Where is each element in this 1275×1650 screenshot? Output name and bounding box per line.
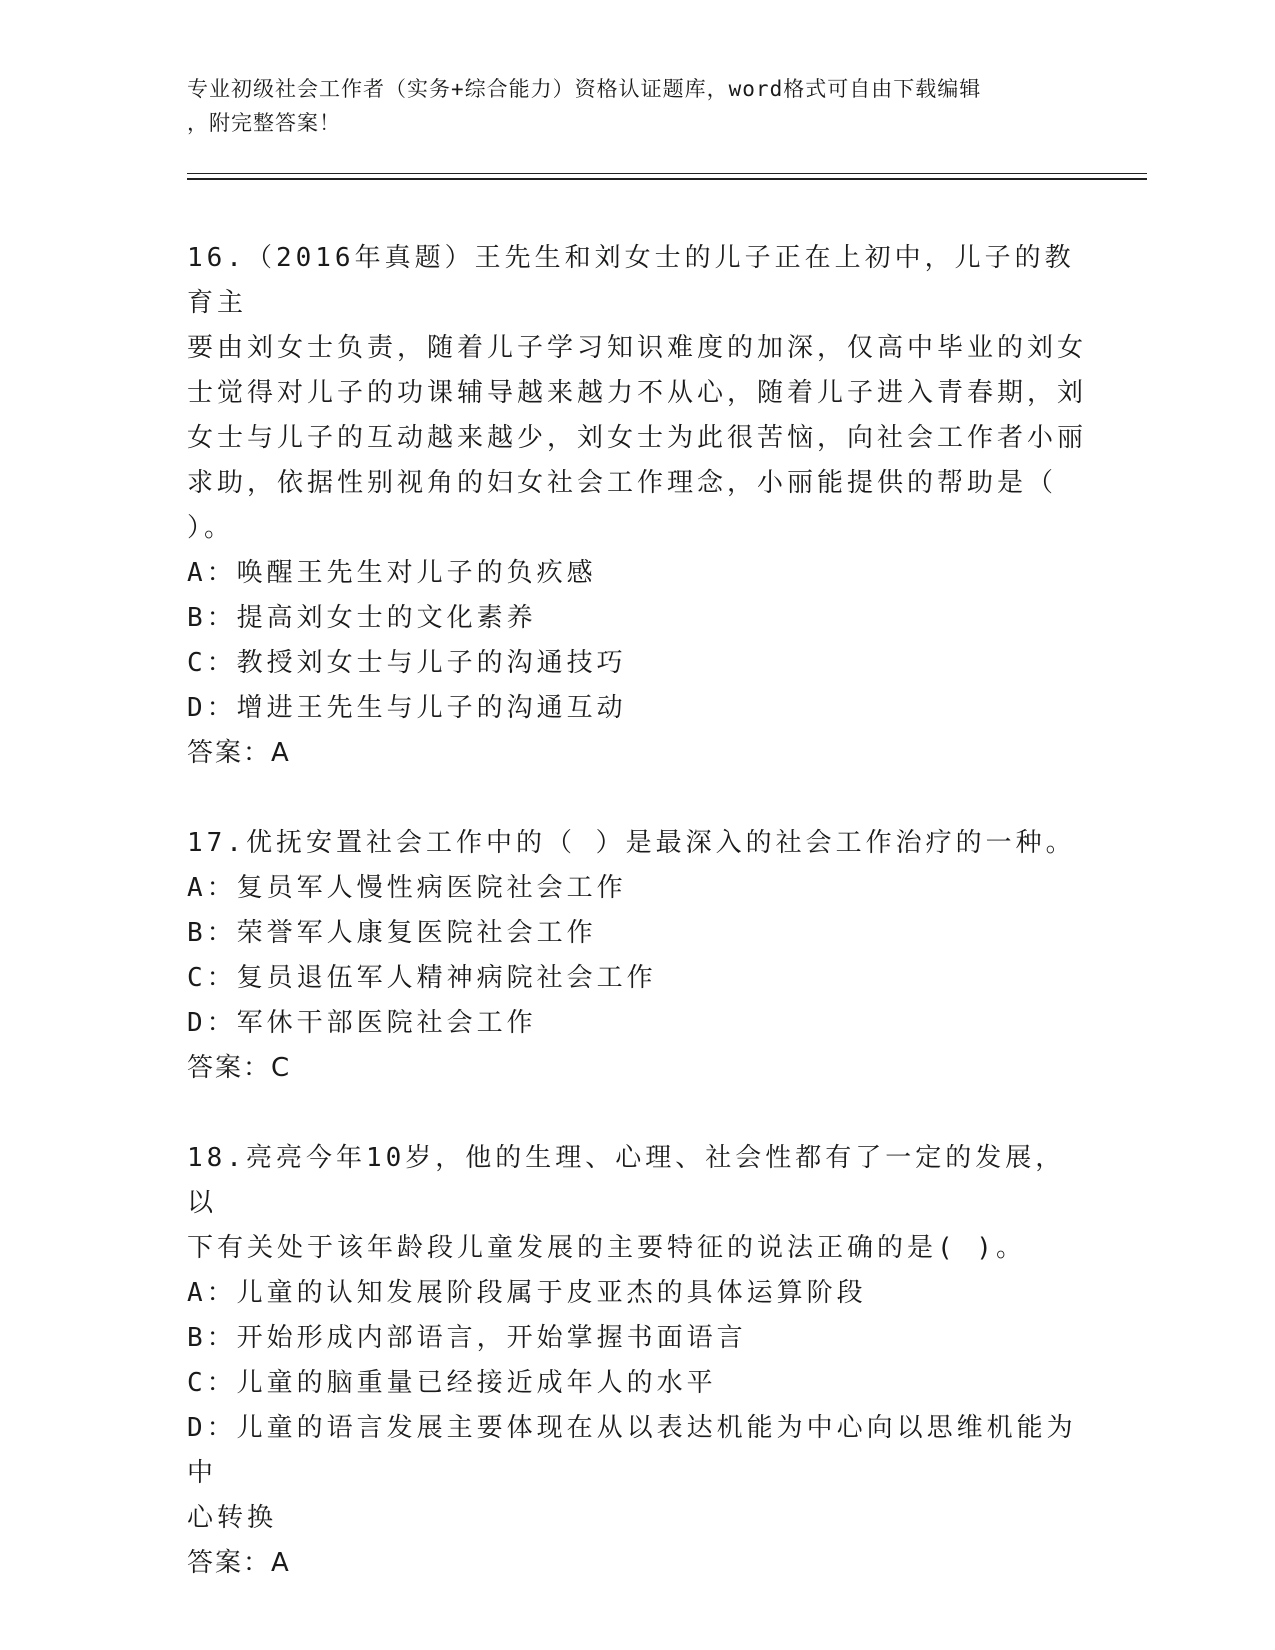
option-b: B：提高刘女士的文化素养 bbox=[187, 603, 537, 633]
question-stem-line: 下有关处于该年龄段儿童发展的主要特征的说法正确的是( )。 bbox=[187, 1233, 1026, 1263]
option-d: D：增进王先生与儿子的沟通互动 bbox=[187, 693, 627, 723]
option-c: C：教授刘女士与儿子的沟通技巧 bbox=[187, 648, 627, 678]
option-d: D：军休干部医院社会工作 bbox=[187, 1008, 537, 1038]
option-c: C：复员退伍军人精神病院社会工作 bbox=[187, 963, 657, 993]
option-b: B：开始形成内部语言，开始掌握书面语言 bbox=[187, 1323, 747, 1353]
header-line-2: ，附完整答案！ bbox=[187, 111, 341, 135]
document-header bbox=[187, 72, 1087, 140]
question-18 bbox=[187, 1136, 1087, 1586]
option-d-continuation: 心转换 bbox=[187, 1503, 278, 1533]
option-a: A：儿童的认知发展阶段属于皮亚杰的具体运算阶段 bbox=[187, 1278, 867, 1308]
option-a: A：复员军人慢性病医院社会工作 bbox=[187, 873, 627, 903]
question-stem-line: 求助，依据性别视角的妇女社会工作理念，小丽能提供的帮助是（ bbox=[187, 468, 1058, 498]
question-list bbox=[187, 236, 1087, 1586]
question-stem-line: 女士与儿子的互动越来越少，刘女士为此很苦恼，向社会工作者小丽 bbox=[187, 423, 1088, 453]
question-spacer bbox=[187, 776, 1087, 821]
question-stem-line: 要由刘女士负责，随着儿子学习知识难度的加深，仅高中毕业的刘女 bbox=[187, 333, 1088, 363]
question-stem-line: 士觉得对儿子的功课辅导越来越力不从心，随着儿子进入青春期，刘 bbox=[187, 378, 1088, 408]
header-line-1: 专业初级社会工作者（实务+综合能力）资格认证题库，word格式可自由下载编辑 bbox=[187, 77, 982, 101]
option-b: B：荣誉军人康复医院社会工作 bbox=[187, 918, 597, 948]
question-stem-line: ）。 bbox=[187, 513, 235, 543]
answer-label: 答案：A bbox=[187, 738, 291, 768]
option-c: C：儿童的脑重量已经接近成年人的水平 bbox=[187, 1368, 717, 1398]
question-spacer bbox=[187, 1091, 1087, 1136]
option-d: D：儿童的语言发展主要体现在从以表达机能为中心向以思维机能为中 bbox=[187, 1413, 1077, 1488]
question-stem-line: 17.优抚安置社会工作中的（ ）是最深入的社会工作治疗的一种。 bbox=[187, 828, 1076, 858]
question-17 bbox=[187, 821, 1087, 1091]
header-divider-thin bbox=[187, 173, 1147, 174]
question-stem-line: 18.亮亮今年10岁，他的生理、心理、社会性都有了一定的发展，以 bbox=[187, 1143, 1066, 1218]
answer-label: 答案：A bbox=[187, 1548, 291, 1578]
header-divider-thick bbox=[187, 178, 1147, 180]
question-stem-line: 16.（2016年真题）王先生和刘女士的儿子正在上初中，儿子的教育主 bbox=[187, 243, 1075, 318]
question-16 bbox=[187, 236, 1087, 776]
answer-label: 答案：C bbox=[187, 1053, 292, 1083]
option-a: A：唤醒王先生对儿子的负疚感 bbox=[187, 558, 597, 588]
